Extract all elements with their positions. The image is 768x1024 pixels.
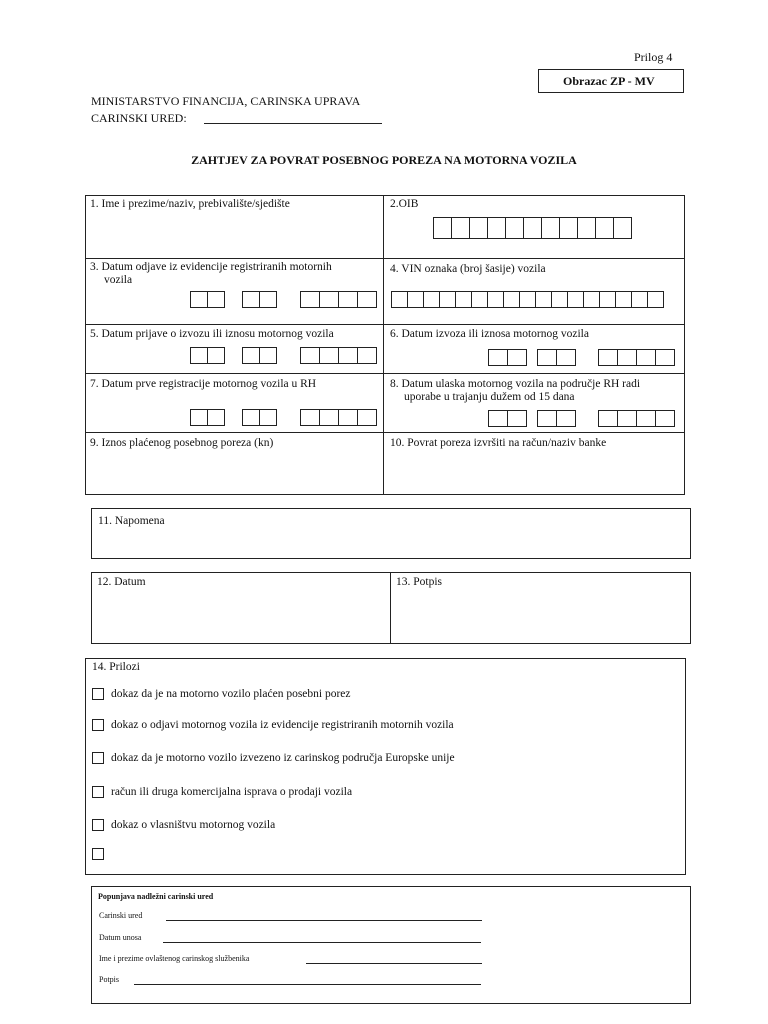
office-signature-label: Potpis: [99, 975, 120, 984]
export-declaration-day-cells[interactable]: [190, 347, 224, 364]
field-2-label: 2.OIB: [390, 198, 419, 210]
customs-office-line[interactable]: [204, 123, 382, 124]
field-14-label: 14. Prilozi: [92, 661, 140, 673]
grid-hline-4: [85, 432, 685, 433]
field-3-label-cont: vozila: [104, 274, 133, 286]
first-registration-year-cells[interactable]: [300, 409, 376, 426]
attachment-checkbox[interactable]: [92, 848, 104, 860]
grid-hline-3: [85, 373, 685, 374]
form-code-box: [538, 69, 684, 93]
field-7-label: 7. Datum prve registracije motornog vozila u RH: [90, 378, 317, 390]
attachment-checkbox[interactable]: [92, 688, 104, 700]
grid-hline-1: [85, 258, 685, 259]
field-12-label: 12. Datum: [97, 576, 146, 588]
field-10-label: 10. Povrat poreza izvršiti na račun/naziv banke: [390, 437, 607, 449]
office-signature-line[interactable]: [134, 984, 481, 985]
field-11-label: 11. Napomena: [98, 515, 165, 527]
first-registration-day-cells[interactable]: [190, 409, 224, 426]
annex-label: Prilog 4: [634, 50, 673, 64]
deregistration-year-cells[interactable]: [300, 291, 376, 308]
attachment-label: dokaz da je motorno vozilo izvezeno iz carinskog područja Europske unije: [111, 752, 455, 764]
field-6-label: 6. Datum izvoza ili iznosa motornog vozila: [390, 328, 589, 340]
export-month-cells[interactable]: [537, 349, 575, 366]
attachment-checkbox[interactable]: [92, 786, 104, 798]
grid-vline: [383, 195, 384, 495]
attachment-label: dokaz da je na motorno vozilo plaćen posebni porez: [111, 688, 351, 700]
date-signature-divider: [390, 572, 391, 644]
office-section-heading: Popunjava nadležni carinski ured: [98, 892, 214, 901]
field-1-label: 1. Ime i prezime/naziv, prebivalište/sjedište: [90, 198, 290, 210]
attachment-label: dokaz o odjavi motornog vozila iz evidencije registriranih motornih vozila: [111, 719, 454, 731]
ministry-label: MINISTARSTVO FINANCIJA, CARINSKA UPRAVA: [91, 94, 361, 108]
attachment-label: dokaz o vlasništvu motornog vozila: [111, 819, 276, 831]
attachment-checkbox[interactable]: [92, 752, 104, 764]
attachment-checkbox[interactable]: [92, 719, 104, 731]
office-use-box: [91, 886, 691, 1004]
office-officer-name-line[interactable]: [306, 963, 482, 964]
main-form-table: [85, 195, 685, 495]
export-declaration-year-cells[interactable]: [300, 347, 376, 364]
field-4-label: 4. VIN oznaka (broj šasije) vozila: [390, 263, 546, 275]
grid-hline-2: [85, 324, 685, 325]
vin-cells[interactable]: [391, 291, 663, 308]
office-officer-name-label: Ime i prezime ovlaštenog carinskog službenika: [99, 954, 250, 963]
page-title: ZAHTJEV ZA POVRAT POSEBNOG POREZA NA MOTORNA VOZILA: [191, 153, 577, 167]
export-day-cells[interactable]: [488, 349, 526, 366]
attachment-checkbox[interactable]: [92, 819, 104, 831]
field-3-label: 3. Datum odjave iz evidencije registriranih motornih: [90, 261, 332, 273]
field-13-label: 13. Potpis: [396, 576, 443, 588]
first-registration-month-cells[interactable]: [242, 409, 276, 426]
office-customs-office-line[interactable]: [166, 920, 482, 921]
remark-box[interactable]: [91, 508, 691, 559]
oib-cells[interactable]: [433, 217, 631, 239]
entry-day-cells[interactable]: [488, 410, 526, 427]
entry-year-cells[interactable]: [598, 410, 674, 427]
field-8-label: 8. Datum ulaska motornog vozila na područje RH radi: [390, 378, 641, 390]
office-entry-date-line[interactable]: [163, 942, 481, 943]
field-8-label-cont: uporabe u trajanju dužem od 15 dana: [404, 391, 575, 403]
field-5-label: 5. Datum prijave o izvozu ili iznosu motornog vozila: [90, 328, 334, 340]
deregistration-day-cells[interactable]: [190, 291, 224, 308]
attachment-label: račun ili druga komercijalna isprava o prodaji vozila: [111, 786, 353, 798]
deregistration-month-cells[interactable]: [242, 291, 276, 308]
customs-office-label: CARINSKI URED:: [91, 111, 187, 125]
entry-month-cells[interactable]: [537, 410, 575, 427]
date-signature-box: [91, 572, 691, 644]
export-year-cells[interactable]: [598, 349, 674, 366]
field-9-label: 9. Iznos plaćenog posebnog poreza (kn): [90, 437, 274, 449]
office-customs-office-label: Carinski ured: [99, 911, 143, 920]
form-code: Obrazac ZP - MV: [563, 74, 655, 88]
office-entry-date-label: Datum unosa: [99, 933, 142, 942]
export-declaration-month-cells[interactable]: [242, 347, 276, 364]
